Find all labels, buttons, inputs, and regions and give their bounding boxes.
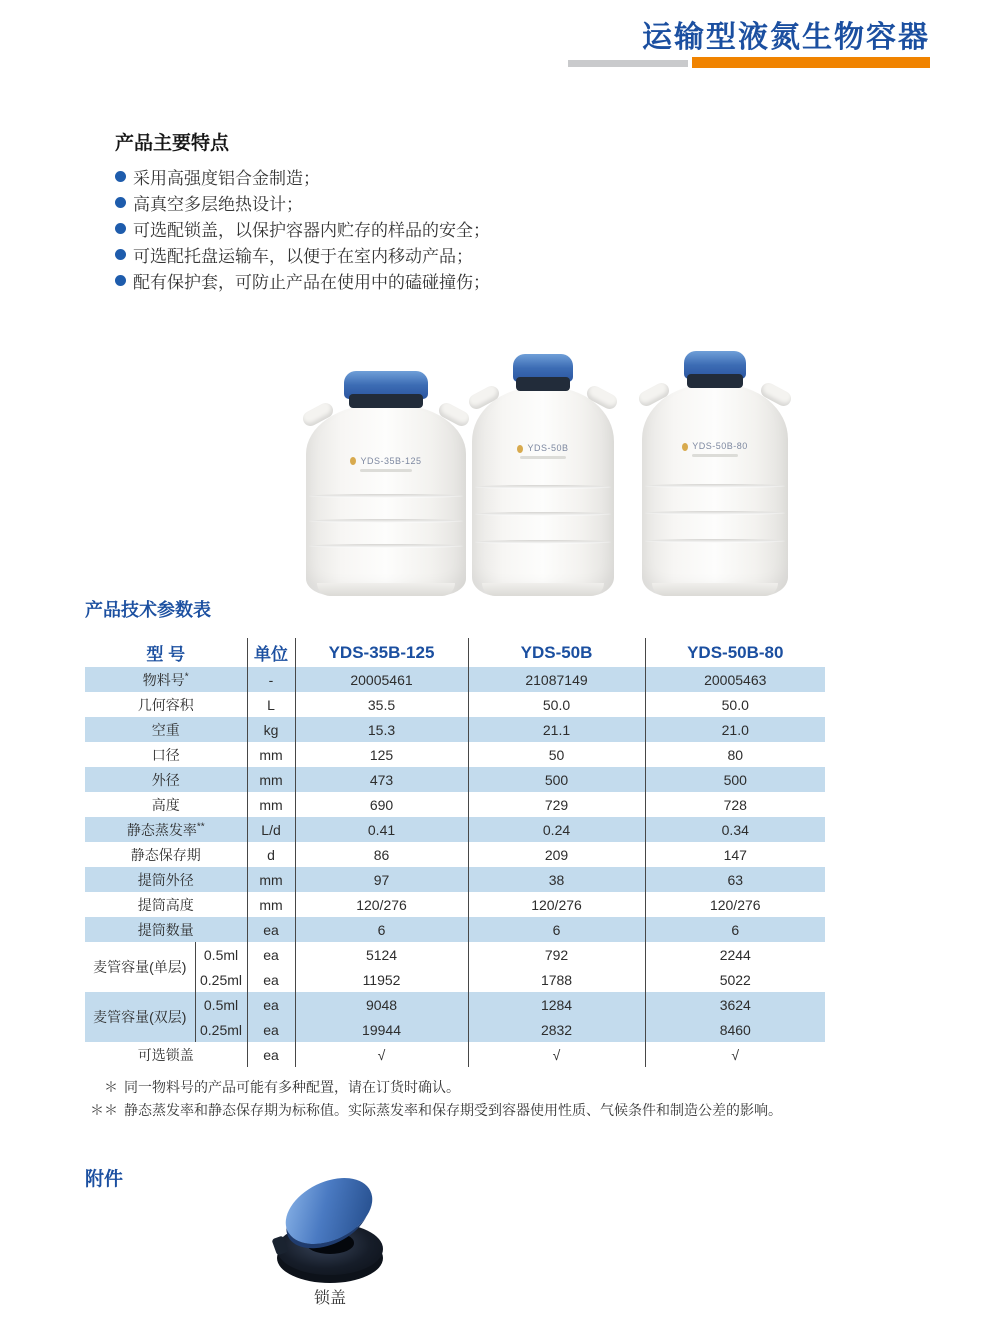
table-row xyxy=(85,792,825,817)
row-label: 提筒高度 xyxy=(137,896,194,913)
row-unit: ea xyxy=(247,942,295,967)
bullet-icon xyxy=(115,223,126,234)
col-model: 型 号 xyxy=(146,645,186,664)
cell: 9048 xyxy=(295,992,468,1017)
cell: 0.34 xyxy=(645,817,825,842)
cell: 50.0 xyxy=(468,692,645,717)
row-unit: L/d xyxy=(247,817,295,842)
cell: 97 xyxy=(295,867,468,892)
bottle-sublabel-line xyxy=(520,456,565,459)
row-sublabel: 0.25ml xyxy=(195,967,247,992)
table-row xyxy=(85,692,825,717)
features-heading: 产品主要特点 xyxy=(115,133,230,154)
cell: 50 xyxy=(468,742,645,767)
bottle-label: YDS-35B-125 xyxy=(306,456,466,466)
bottle-label: YDS-50B xyxy=(472,443,614,453)
row-unit: mm xyxy=(247,742,295,767)
cell: 120/276 xyxy=(468,892,645,917)
row-unit: ea xyxy=(247,1042,295,1067)
cell: 63 xyxy=(645,867,825,892)
feature-text: 可选配锁盖，以保护容器内贮存的样品的安全； xyxy=(133,220,490,240)
row-unit: mm xyxy=(247,792,295,817)
feature-item xyxy=(115,189,715,215)
row-unit: mm xyxy=(247,867,295,892)
footnotes xyxy=(58,1076,958,1121)
cell: 500 xyxy=(645,767,825,792)
row-sublabel: 0.5ml xyxy=(195,942,247,967)
cell: 729 xyxy=(468,792,645,817)
lock-cover-image xyxy=(265,1185,395,1285)
cell: 20005463 xyxy=(645,667,825,692)
table-row xyxy=(85,917,825,942)
cell: 690 xyxy=(295,792,468,817)
product-image-yds-50b xyxy=(472,354,614,596)
bullet-icon xyxy=(115,275,126,286)
cell: 15.3 xyxy=(295,717,468,742)
brand-logo-icon xyxy=(517,445,523,453)
accessories-heading: 附件 xyxy=(85,1169,124,1190)
table-row xyxy=(85,1017,825,1042)
cell: 35.5 xyxy=(295,692,468,717)
cell: 11952 xyxy=(295,967,468,992)
cell: 50.0 xyxy=(721,696,749,713)
row-label: 提筒外径 xyxy=(85,867,247,892)
table-row xyxy=(85,817,825,842)
feature-text: 配有保护套，可防止产品在使用中的磕碰撞伤； xyxy=(133,272,490,292)
cell: √ xyxy=(295,1042,468,1067)
cell: 120/276 xyxy=(295,892,468,917)
cell: √ xyxy=(731,1046,740,1063)
row-label: 几何容积 xyxy=(137,696,194,713)
table-row xyxy=(85,942,825,967)
row-label: 口径 xyxy=(151,746,180,763)
table-row xyxy=(85,667,825,692)
feature-item xyxy=(115,241,715,267)
bottle-body xyxy=(306,404,466,596)
cell: 1788 xyxy=(468,967,645,992)
product-image-yds-35b-125 xyxy=(306,371,466,596)
row-unit: L xyxy=(247,692,295,717)
cell: 5124 xyxy=(295,942,468,967)
cell: 500 xyxy=(468,767,645,792)
table-row xyxy=(85,767,825,792)
cell: 6 xyxy=(295,917,468,942)
col-yds-50b: YDS-50B xyxy=(468,638,645,667)
page-title: 运输型液氮生物容器 xyxy=(642,21,930,54)
bottle-foot xyxy=(652,583,778,596)
bottle-neckband xyxy=(516,377,570,391)
bottle-body xyxy=(642,384,788,596)
table-row xyxy=(85,967,825,992)
row-unit: - xyxy=(247,667,295,692)
cell: 147 xyxy=(723,846,747,863)
table-row xyxy=(85,1042,825,1067)
title-underline-gray xyxy=(568,60,688,67)
row-unit: mm xyxy=(247,767,295,792)
spec-table xyxy=(85,638,825,1067)
bullet-icon xyxy=(115,171,126,182)
feature-item xyxy=(115,163,715,189)
cell: 0.24 xyxy=(468,817,645,842)
footnote-text: 同一物料号的产品可能有多种配置，请在订货时确认。 xyxy=(124,1079,460,1095)
cell: 792 xyxy=(468,942,645,967)
cell: 19944 xyxy=(295,1017,468,1042)
table-header-row xyxy=(85,638,825,667)
table-row xyxy=(85,842,825,867)
feature-item xyxy=(115,267,715,293)
product-image-yds-50b-80 xyxy=(642,351,788,596)
cell: 3624 xyxy=(645,992,825,1017)
cell: 728 xyxy=(723,796,747,813)
bottle-sublabel-line xyxy=(360,469,411,472)
footnote-text: 静态蒸发率和静态保存期为标称值。实际蒸发率和保存期受到容器使用性质、气候条件和制造公差的影响。 xyxy=(124,1102,782,1118)
cell: 125 xyxy=(295,742,468,767)
cell: 2832 xyxy=(468,1017,645,1042)
table-row xyxy=(85,892,825,917)
feature-text: 可选配托盘运输车，以便于在室内移动产品； xyxy=(133,246,473,266)
cell: 209 xyxy=(468,842,645,867)
footnote-mark: ＊ xyxy=(104,1079,118,1095)
row-label: 外径 xyxy=(85,767,247,792)
bottle-body xyxy=(472,387,614,596)
feature-text: 采用高强度铝合金制造； xyxy=(133,168,320,188)
row-label: 静态蒸发率** xyxy=(85,817,247,842)
title-underline-orange xyxy=(692,57,930,68)
bullet-icon xyxy=(115,249,126,260)
footnote-mark: ＊＊ xyxy=(90,1102,118,1118)
bullet-icon xyxy=(115,197,126,208)
row-sublabel: 0.25ml xyxy=(195,1017,247,1042)
bottle-sublabel-line xyxy=(692,454,739,457)
features-section xyxy=(115,128,715,293)
cell: 38 xyxy=(468,867,645,892)
col-yds-35b-125: YDS-35B-125 xyxy=(295,638,468,667)
row-label: 静态保存期 xyxy=(130,846,201,863)
cell: √ xyxy=(468,1042,645,1067)
row-label: 空重 xyxy=(85,717,247,742)
cell: 1284 xyxy=(468,992,645,1017)
row-label: 可选锁盖 xyxy=(137,1046,194,1063)
lock-cover-caption: 锁盖 xyxy=(313,1290,346,1307)
row-unit: ea xyxy=(247,1017,295,1042)
col-yds-50b-80: YDS-50B-80 xyxy=(687,642,784,662)
feature-item xyxy=(115,215,715,241)
row-sublabel: 0.5ml xyxy=(195,992,247,1017)
cell: 20005461 xyxy=(295,667,468,692)
cell: 80 xyxy=(727,746,744,763)
feature-text: 高真空多层绝热设计； xyxy=(133,194,303,214)
cell: 0.41 xyxy=(295,817,468,842)
cell: 21087149 xyxy=(468,667,645,692)
table-heading: 产品技术参数表 xyxy=(85,600,211,620)
cell: 5022 xyxy=(719,971,751,988)
cell: 6 xyxy=(645,917,825,942)
row-label: 提筒数量 xyxy=(85,917,247,942)
table-row xyxy=(85,742,825,767)
row-unit: ea xyxy=(247,992,295,1017)
row-label: 高度 xyxy=(151,796,180,813)
bottle-neckband xyxy=(687,374,742,388)
col-unit: 单位 xyxy=(247,638,295,667)
cell: 21.1 xyxy=(468,717,645,742)
cell: 6 xyxy=(468,917,645,942)
cell: 473 xyxy=(295,767,468,792)
table-row xyxy=(85,717,825,742)
row-unit: mm xyxy=(247,892,295,917)
row-group-label: 麦管容量(双层) xyxy=(85,992,195,1042)
cell: 2244 xyxy=(719,946,751,963)
row-group-label: 麦管容量(单层) xyxy=(93,959,187,975)
row-unit: kg xyxy=(247,717,295,742)
bottle-neckband xyxy=(349,394,423,408)
row-label: 物料号* xyxy=(85,667,247,692)
table-row xyxy=(85,867,825,892)
row-unit: d xyxy=(247,842,295,867)
brand-logo-icon xyxy=(682,443,688,451)
table-row xyxy=(85,992,825,1017)
bottle-label: YDS-50B-80 xyxy=(642,441,788,451)
cell: 120/276 xyxy=(709,896,761,913)
brand-logo-icon xyxy=(350,457,356,465)
bottle-foot xyxy=(482,583,604,596)
row-unit: ea xyxy=(247,917,295,942)
row-unit: ea xyxy=(247,967,295,992)
bottle-foot xyxy=(317,583,455,596)
cell: 21.0 xyxy=(645,717,825,742)
cell: 86 xyxy=(295,842,468,867)
cell: 8460 xyxy=(645,1017,825,1042)
